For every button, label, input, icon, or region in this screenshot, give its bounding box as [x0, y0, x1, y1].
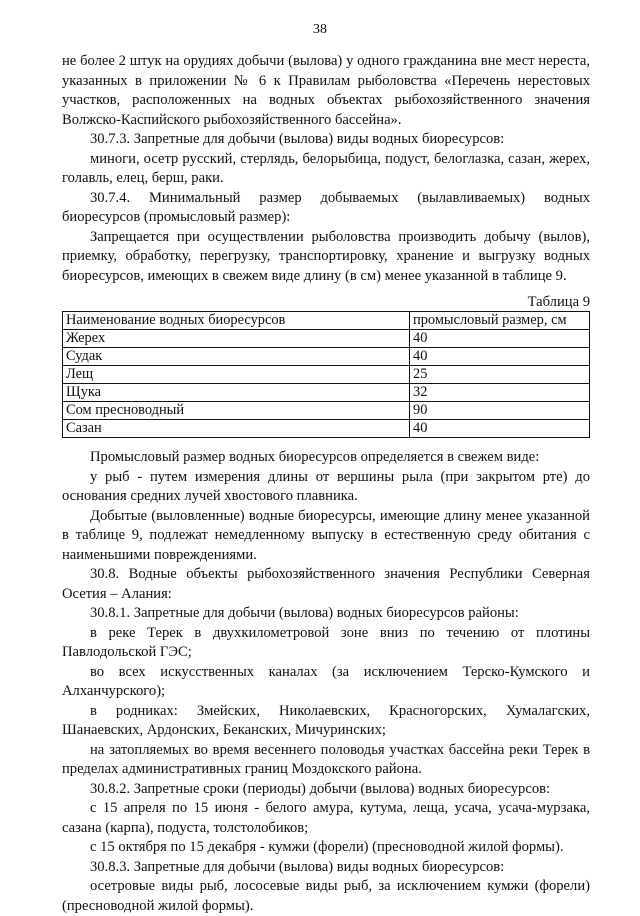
paragraph: Добытые (выловленные) водные биоресурсы, имеющие длину менее указанной в таблице 9, подлежат немедленному выпуску в естественную среду обитания с наименьшими повреждениями. — [62, 507, 590, 563]
table-row — [63, 348, 590, 366]
top-paragraphs — [62, 52, 590, 286]
paragraph: не более 2 штук на орудиях добычи (вылова) у одного гражданина вне мест нереста, указанных в приложении № 6 к Правилам рыболовства «Перечень нерестовых участков, расположенных на водных объектах рыбохозяйственного значения Волжско-Каспийского рыбохозяйственного бассейна». — [62, 53, 590, 128]
paragraph: в реке Терек в двухкилометровой зоне вниз по течению от плотины Павлодольской ГЭС; — [62, 624, 590, 660]
page-number: 38 — [313, 22, 327, 37]
species-cell: Наименование водных биоресурсов — [63, 312, 410, 330]
table-row — [63, 384, 590, 402]
table-row — [63, 402, 590, 420]
species-cell: Сазан — [63, 420, 410, 438]
species-cell: Жерех — [63, 330, 410, 348]
paragraph: 30.7.3. Запретные для добычи (вылова) виды водных биоресурсов: — [90, 131, 505, 147]
paragraph: миноги, осетр русский, стерлядь, белорыбица, подуст, белоглазка, сазан, жерех, голавль, елец, берш, раки. — [62, 150, 590, 186]
paragraph: во всех искусственных каналах (за исключением Терско-Кумского и Алханчурского); — [62, 663, 590, 699]
paragraph: с 15 октября по 15 декабря - кумжи (форели) (пресноводной жилой формы). — [90, 839, 564, 855]
table-header-row — [63, 312, 590, 330]
size-cell: 40 — [410, 330, 590, 348]
species-cell: Щука — [63, 384, 410, 402]
size-cell: 90 — [410, 402, 590, 420]
paragraph: Запрещается при осуществлении рыболовства производить добычу (вылов), приемку, обработку, перегрузку, транспортировку, хранение и выгрузку водных биоресурсов, имеющих в свежем виде длину (в см) менее указанной в таблице 9. — [62, 228, 590, 284]
size-cell: 25 — [410, 366, 590, 384]
table-caption: Таблица 9 — [527, 294, 590, 310]
size-cell: 40 — [410, 348, 590, 366]
size-cell: промысловый размер, см — [410, 312, 590, 330]
paragraph: у рыб - путем измерения длины от вершины рыла (при закрытом рте) до основания средних лучей хвостового плавника. — [62, 468, 590, 504]
species-cell: Лещ — [63, 366, 410, 384]
table-row — [63, 330, 590, 348]
paragraph: 30.8.1. Запретные для добычи (вылова) водных биоресурсов районы: — [90, 605, 519, 621]
table-row — [63, 420, 590, 438]
document-body — [62, 52, 590, 916]
paragraph: 30.8.3. Запретные для добычи (вылова) виды водных биоресурсов: — [90, 858, 505, 875]
species-cell: Судак — [63, 348, 410, 366]
paragraph: 30.8.2. Запретные сроки (периоды) добычи (вылова) водных биоресурсов: — [90, 780, 551, 797]
paragraph: 30.8. Водные объекты рыбохозяйственного значения Республики Северная Осетия – Алания: — [62, 566, 590, 602]
species-cell: Сом пресноводный — [63, 402, 410, 420]
paragraph: 30.7.4. Минимальный размер добываемых (вылавливаемых) водных биоресурсов (промысловый размер): — [62, 189, 590, 225]
paragraph: с 15 апреля по 15 июня - белого амура, кутума, леща, усача, усача-мурзака, сазана (карпа), подуста, толстолобиков; — [62, 800, 590, 836]
bottom-paragraphs — [62, 448, 590, 916]
paragraph: осетровые виды рыб, лососевые виды рыб, за исключением кумжи (форели) (пресноводной жилой формы). — [62, 878, 590, 914]
size-cell: 32 — [410, 384, 590, 402]
paragraph: Промысловый размер водных биоресурсов определяется в свежем виде: — [90, 449, 540, 465]
paragraph: на затопляемых во время весеннего половодья участках бассейна реки Терек в пределах административных границ Моздокского района. — [62, 741, 590, 777]
paragraph: в родниках: Змейских, Николаевских, Красногорских, Хумалагских, Шанаевских, Ардонских, Беканских, Мичуринских; — [62, 702, 590, 738]
table-row — [63, 366, 590, 384]
size-table — [62, 311, 590, 438]
size-cell: 40 — [410, 420, 590, 438]
